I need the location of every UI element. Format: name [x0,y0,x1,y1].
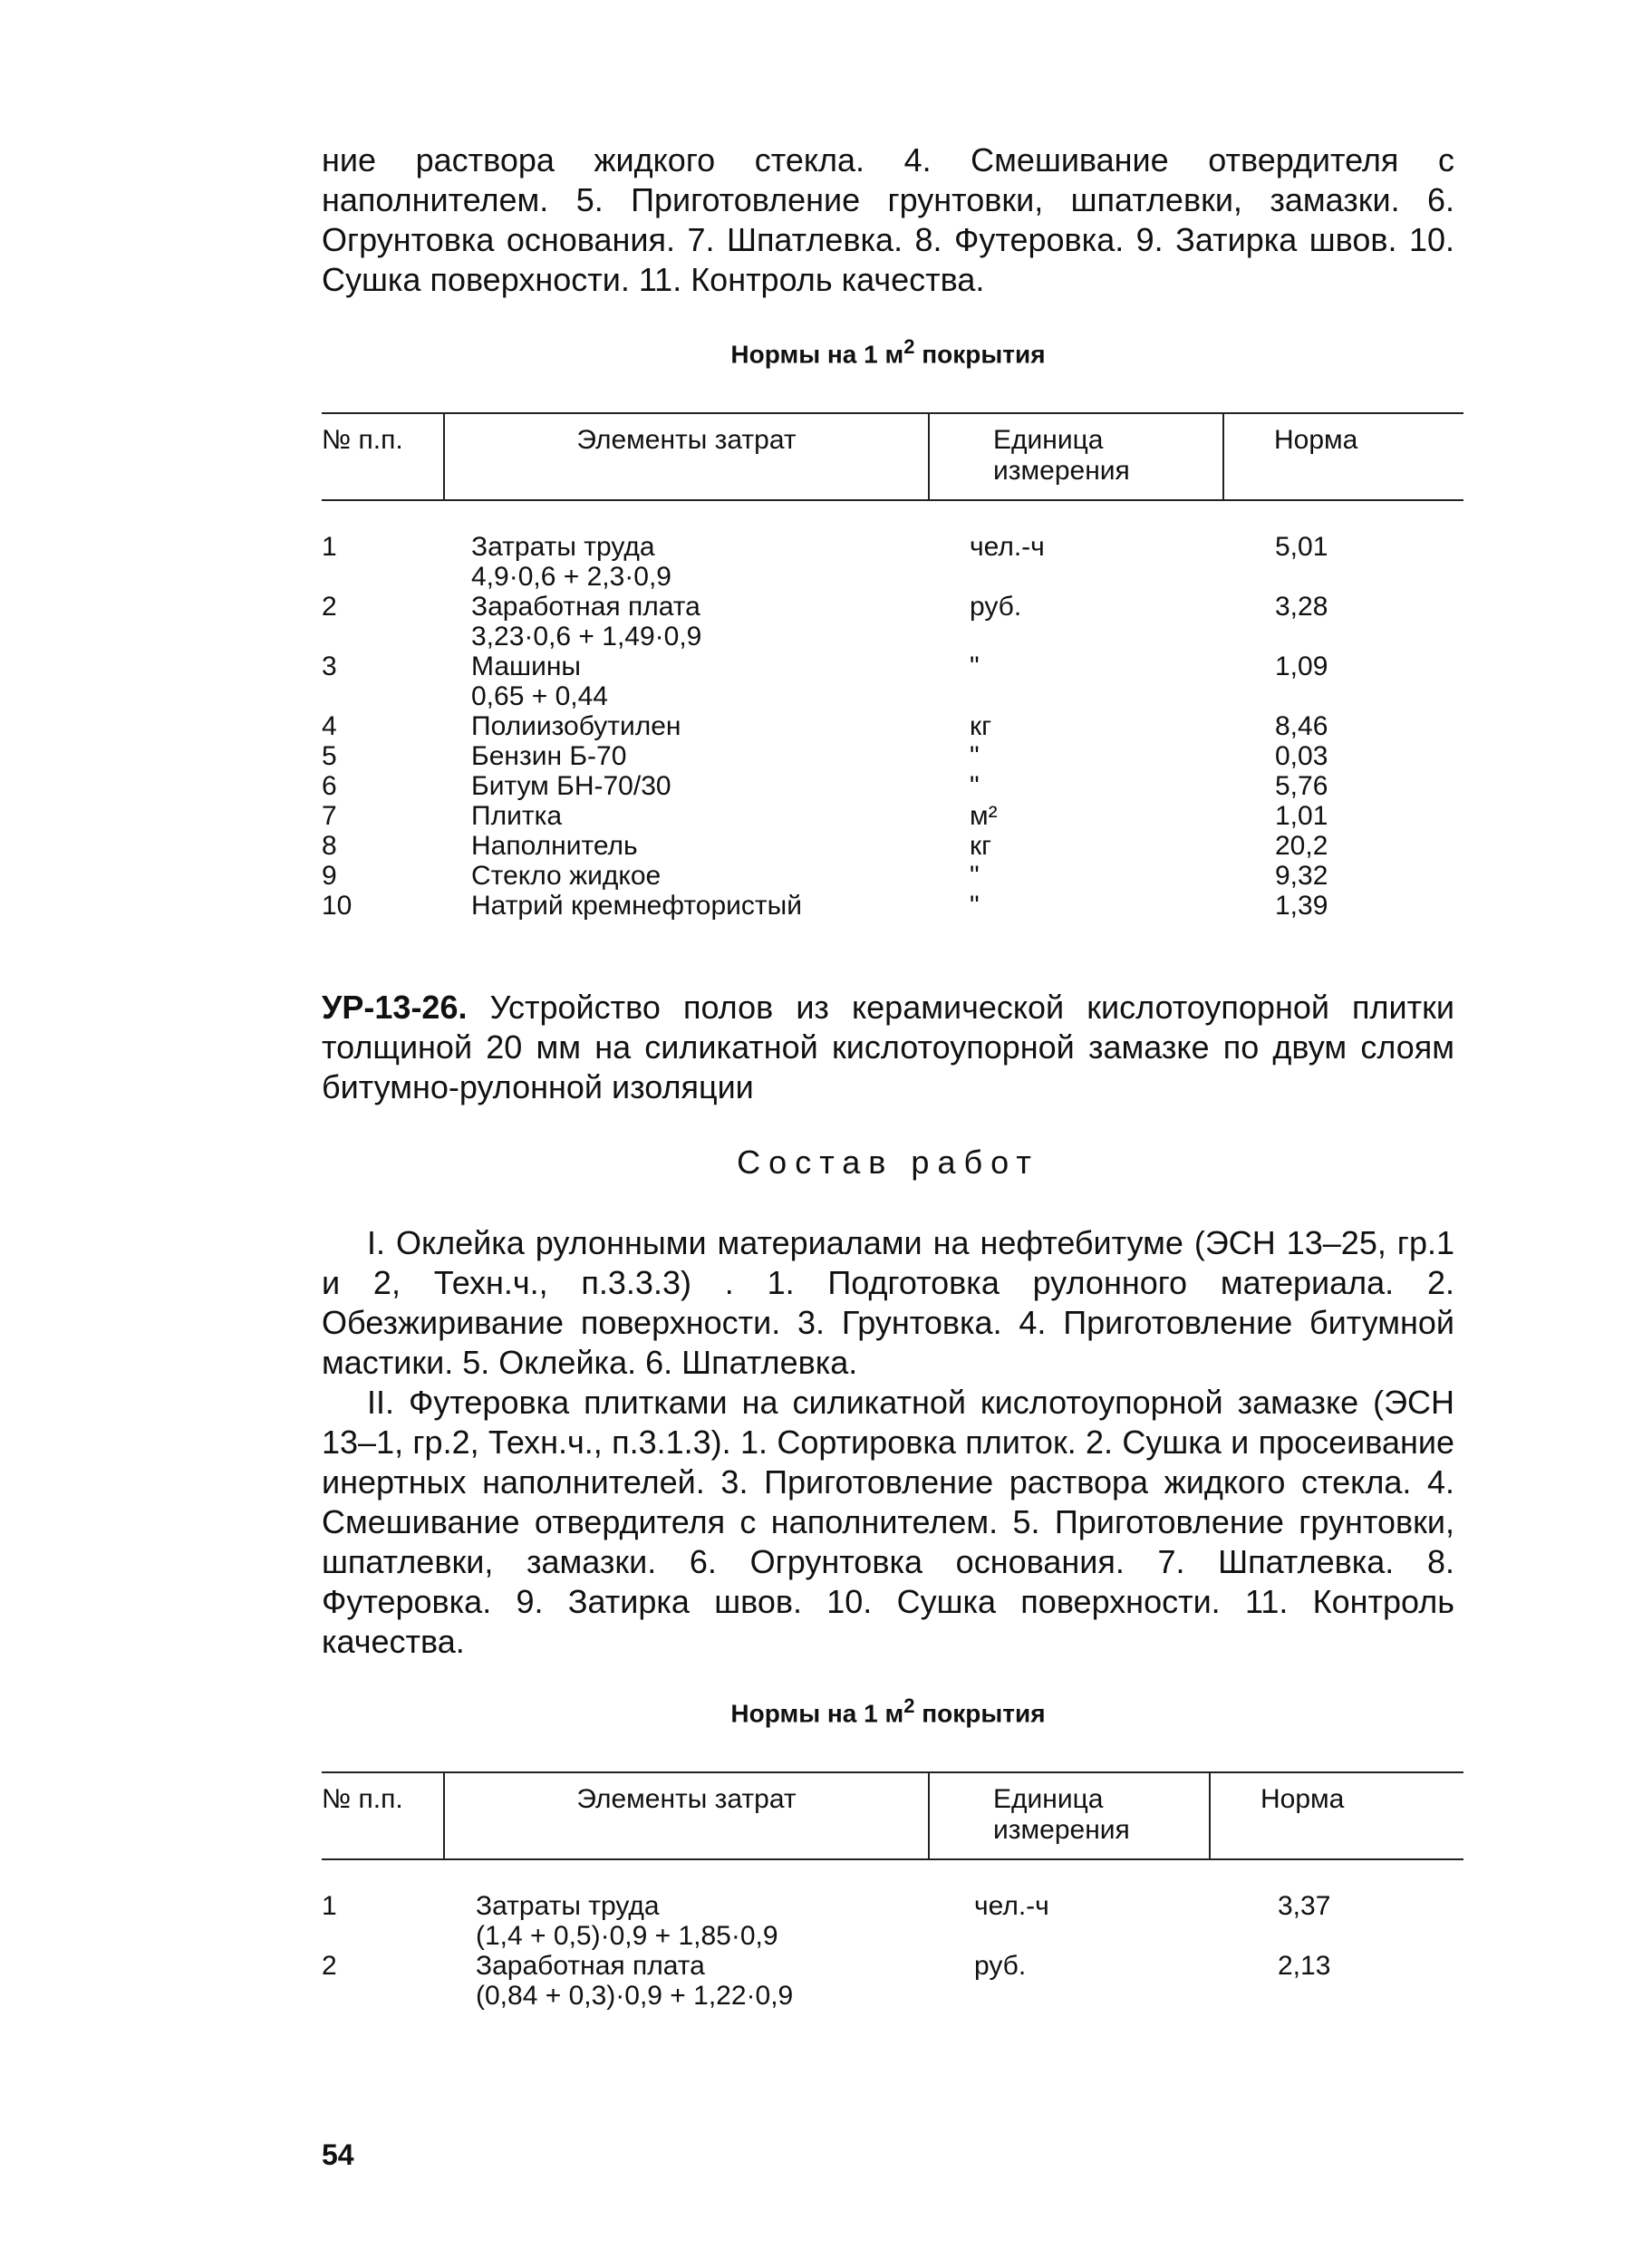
row-norm: 20,2 [1275,831,1328,861]
norms-table-2 [322,1771,1463,2011]
row-unit: руб. [970,592,1022,622]
row-name: Полиизобутилен [471,711,681,741]
norms-caption-2 [322,1694,1454,1728]
header-elements: Элементы затрат [444,413,929,500]
row-unit: руб. [974,1951,1027,1981]
header-norm: Норма [1210,1772,1463,1859]
row-num: 8 [322,831,337,861]
row-unit: " [970,861,980,891]
row-unit: " [970,771,980,801]
row-num: 3 [322,651,337,681]
composition-body [322,1223,1454,1662]
caption-text: Нормы на 1 м [730,340,904,369]
table-row [322,861,1463,891]
row-num: 1 [322,532,337,562]
row-norm: 8,46 [1275,711,1328,741]
caption-sup: 2 [903,335,915,358]
row-norm: 1,01 [1275,801,1328,831]
row-unit: кг [970,711,992,741]
row-num: 7 [322,801,337,831]
table-row [322,651,1463,711]
row-unit: м² [970,801,998,831]
table-row [322,891,1463,921]
row-name: Машины [471,651,581,681]
section-code: УР-13-26. [322,989,468,1026]
row-num: 5 [322,741,337,771]
header-num: № п.п. [322,1772,444,1859]
row-norm: 1,09 [1275,651,1328,681]
table-row [322,771,1463,801]
row-norm: 5,76 [1275,771,1328,801]
composition-part-1: I. Оклейка рулонными материалами на нефтебитуме (ЭСН 13–25, гр.1 и 2, Техн.ч., п.3.3.3) . 1. Подготовка рулонного материала. 2. Обезжиривание поверхности. 3. Грунтовка. 4. Приготовление битумной мастики. 5. Оклейка. 6. Шпатлевка. [322,1224,1454,1381]
norms-caption-1 [322,335,1454,369]
table-row [322,592,1463,651]
row-num: 10 [322,891,353,921]
row-name: Наполнитель [471,831,638,861]
intro-paragraph [322,140,1454,300]
row-num: 6 [322,771,337,801]
row-num: 1 [322,1891,337,1921]
table-row [322,801,1463,831]
row-num: 9 [322,861,337,891]
row-unit: " [970,891,980,921]
table-row [322,1951,1463,2011]
header-unit: Единица измерения [929,1772,1210,1859]
row-formula: (1,4 + 0,5)·0,9 + 1,85·0,9 [476,1921,778,1951]
row-unit: чел.-ч [974,1891,1049,1921]
row-name: Плитка [471,801,563,831]
row-formula: 4,9·0,6 + 2,3·0,9 [471,562,671,592]
page-number: 54 [322,2138,354,2171]
intro-text: ние раствора жидкого стекла. 4. Смешивание отвердителя с наполнителем. 5. Приготовление грунтовки, шпатлевки, замазки. 6. Огрунтовка основания. 7. Шпатлевка. 8. Футеровка. 9. Затирка швов. 10. Сушка поверхности. 11. Контроль качества. [322,141,1454,298]
row-norm: 2,13 [1278,1951,1331,1981]
caption-tail: покрытия [914,340,1046,369]
row-num: 2 [322,1951,337,1981]
table-header-row [322,1772,1463,1859]
row-name: Заработная плата [476,1951,705,1981]
row-unit: " [970,651,980,681]
table-row [322,711,1463,741]
row-name: Натрий кремнефтористый [471,891,802,921]
row-unit: кг [970,831,992,861]
table-header-row [322,413,1463,500]
row-name: Затраты труда [471,532,655,562]
row-norm: 3,28 [1275,592,1328,622]
table-row [322,1891,1463,1951]
table-row [322,741,1463,771]
composition-heading: Состав работ [737,1144,1039,1181]
row-norm: 1,39 [1275,891,1328,921]
header-unit: Единица измерения [929,413,1223,500]
row-unit: " [970,741,980,771]
row-name: Бензин Б-70 [471,741,627,771]
row-norm: 5,01 [1275,532,1328,562]
row-num: 2 [322,592,337,622]
table-row [322,831,1463,861]
composition-part-2: II. Футеровка плитками на силикатной кислотоупорной замазке (ЭСН 13–1, гр.2, Техн.ч., п.3.1.3). 1. Сортировка плиток. 2. Сушка и просеивание инертных наполнителей. 3. Приготовление раствора жидкого стекла. 4. Смешивание отвердителя с наполнителем. 5. Приготовление грунтовки, шпатлевки, замазки. 6. Огрунтовка основания. 7. Шпатлевка. 8. Футеровка. 9. Затирка швов. 10. Сушка поверхности. 11. Контроль качества. [322,1384,1454,1660]
norms-table-1 [322,412,1463,921]
row-formula: (0,84 + 0,3)·0,9 + 1,22·0,9 [476,1981,794,2011]
row-name: Битум БН-70/30 [471,771,671,801]
row-norm: 9,32 [1275,861,1328,891]
caption-text: Нормы на 1 м [730,1699,904,1728]
section-title: Устройство полов из керамической кислотоупорной плитки толщиной 20 мм на силикатной кислотоупорной замазке по двум слоям битумно-рулонной изоляции [322,989,1454,1105]
row-name: Затраты труда [476,1891,660,1921]
caption-tail: покрытия [914,1699,1046,1728]
row-formula: 3,23·0,6 + 1,49·0,9 [471,622,702,651]
header-num: № п.п. [322,413,444,500]
row-name: Заработная плата [471,592,700,622]
table-row [322,532,1463,592]
header-elements: Элементы затрат [444,1772,929,1859]
row-num: 4 [322,711,337,741]
row-norm: 0,03 [1275,741,1328,771]
header-norm: Норма [1223,413,1463,500]
row-unit: чел.-ч [970,532,1045,562]
section-heading [322,988,1454,1107]
row-name: Стекло жидкое [471,861,662,891]
caption-sup: 2 [903,1694,915,1717]
row-formula: 0,65 + 0,44 [471,681,608,711]
row-norm: 3,37 [1278,1891,1331,1921]
